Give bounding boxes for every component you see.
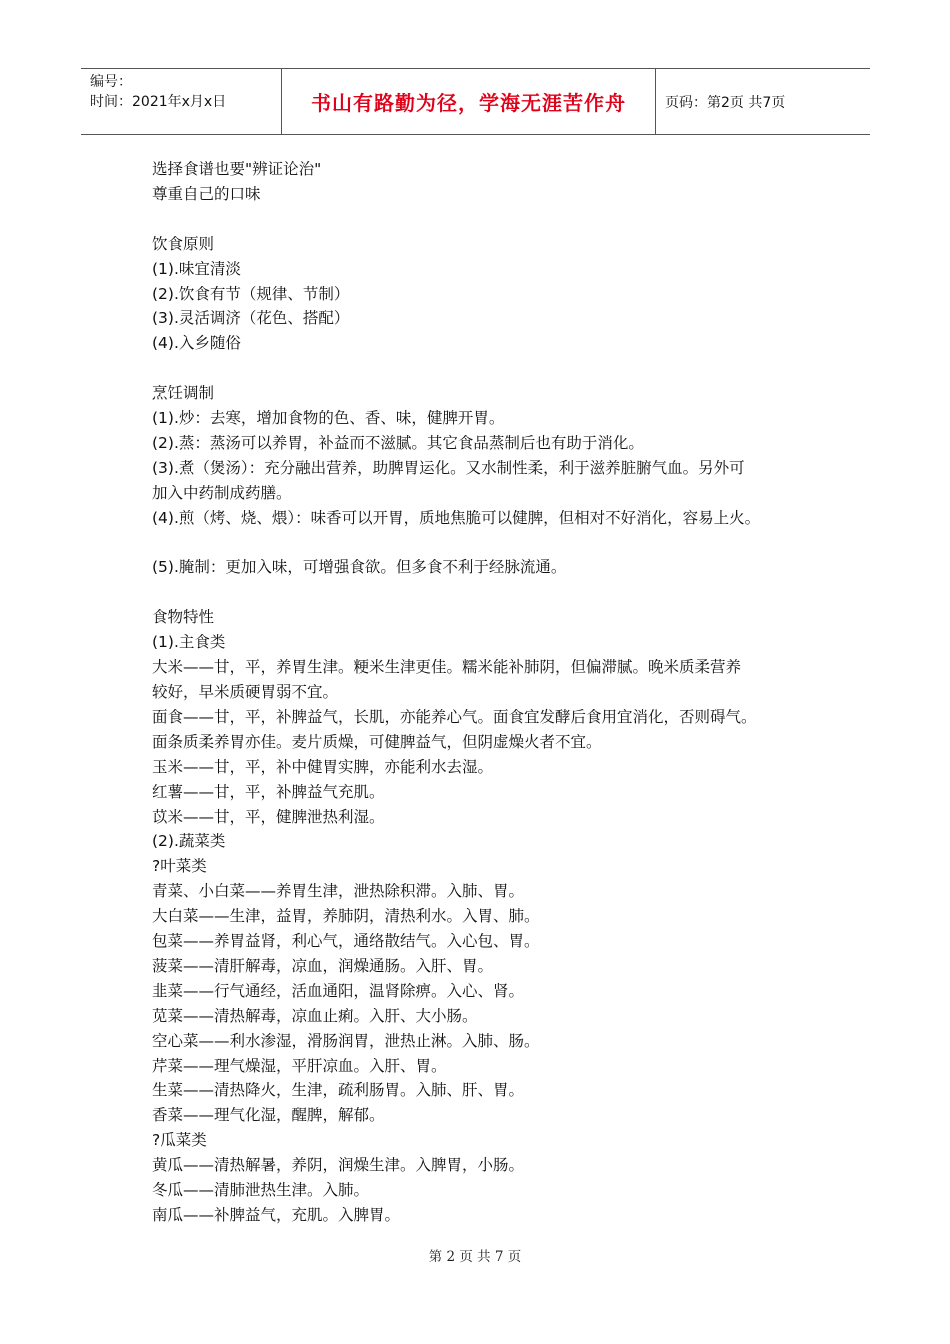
header-meta [81, 69, 282, 134]
text-line: 大米——甘，平，养胃生津。粳米生津更佳。糯米能补肺阴，但偏滞腻。晚米质柔营养 [152, 658, 742, 677]
text-line: 加入中药制成药膳。 [152, 483, 292, 502]
text-line: (1).炒：去寒，增加食物的色、香、味，健脾开胃。 [152, 409, 505, 428]
text-line: (3).煮（煲汤）：充分融出营养，助脾胃运化。又水制性柔，利于滋养脏腑气血。另外可 [152, 458, 745, 477]
header-number-label: 编号： [90, 74, 132, 90]
header-time-label: 时间：2021年x月x日 [90, 94, 227, 110]
text-line: 青菜、小白菜——养胃生津，泄热除积滞。入肺、胃。 [152, 882, 525, 901]
text-line: 烹饪调制 [152, 384, 215, 403]
text-line: 苡米——甘，平，健脾泄热利湿。 [152, 807, 385, 826]
text-line: 饮食原则 [152, 234, 215, 253]
text-line: (4).入乡随俗 [152, 334, 241, 353]
text-line: ?叶菜类 [152, 857, 207, 876]
text-line: 黄瓜——清热解暑，养阴，润燥生津。入脾胃，小肠。 [152, 1156, 525, 1175]
blank-line [152, 580, 812, 605]
text-line: 面条质柔养胃亦佳。麦片质燥，可健脾益气，但阴虚燥火者不宜。 [152, 732, 602, 751]
text-line: 冬瓜——清肺泄热生津。入肺。 [152, 1181, 370, 1200]
text-line: 芹菜——理气燥湿，平肝凉血。入肝、胃。 [152, 1056, 447, 1075]
text-line: 大白菜——生津，益胃，养肺阴，清热利水。入胃、肺。 [152, 907, 540, 926]
text-line: 生菜——清热降火，生津，疏利肠胃。入肺、肝、胃。 [152, 1081, 525, 1100]
text-line: 尊重自己的口味 [152, 184, 261, 203]
header-motto-cell [282, 69, 656, 134]
header-page-info-cell [656, 69, 870, 134]
text-line: 选择食谱也要"辨证论治" [152, 160, 322, 178]
text-line: (2).蔬菜类 [152, 832, 226, 851]
text-line: 红薯——甘，平，补脾益气充肌。 [152, 782, 385, 801]
text-line: (3).灵活调济（花色、搭配） [152, 309, 350, 328]
page-header [81, 68, 870, 135]
text-line: 韭菜——行气通经，活血通阳，温肾除痹。入心、肾。 [152, 981, 525, 1000]
text-line: 包菜——养胃益肾，利心气，通络散结气。入心包、胃。 [152, 932, 540, 951]
text-line: 香菜——理气化湿，醒脾，解郁。 [152, 1106, 385, 1125]
text-line: 空心菜——利水渗湿，滑肠润胃，泄热止淋。入肺、肠。 [152, 1031, 540, 1050]
text-line: (1).味宜清淡 [152, 259, 241, 278]
header-motto: 书山有路勤为径，学海无涯苦作舟 [311, 91, 626, 115]
text-line: 面食——甘，平，补脾益气，长肌，亦能养心气。面食宜发酵后食用宜消化，否则碍气。 [152, 707, 757, 726]
page-footer: 第 2 页 共 7 页 [428, 1249, 522, 1265]
text-line: 食物特性 [152, 608, 215, 627]
text-line: 南瓜——补脾益气，充肌。入脾胃。 [152, 1206, 401, 1224]
text-line: (2).蒸：蒸汤可以养胃，补益而不滋腻。其它食品蒸制后也有助于消化。 [152, 433, 644, 452]
blank-line [152, 356, 812, 381]
text-line: ?瓜菜类 [152, 1131, 207, 1150]
text-line: 较好，早米质硬胃弱不宜。 [152, 682, 339, 701]
text-line: (5).腌制：更加入味，可增强食欲。但多食不利于经脉流通。 [152, 558, 567, 577]
blank-line [152, 531, 812, 556]
text-line: 苋菜——清热解毒，凉血止痢。入肝、大小肠。 [152, 1006, 478, 1025]
header-page-info: 页码：第2页 共7页 [665, 94, 786, 111]
text-line: 玉米——甘，平，补中健胃实脾，亦能利水去湿。 [152, 757, 494, 776]
text-line: (2).饮食有节（规律、节制） [152, 284, 350, 303]
text-line: 菠菜——清肝解毒，凉血，润燥通肠。入肝、胃。 [152, 956, 494, 975]
text-line: (4).煎（烤、烧、煨）：味香可以开胃，质地焦脆可以健脾，但相对不好消化，容易上火。 [152, 508, 761, 527]
document-body [152, 157, 812, 1228]
blank-line [152, 207, 812, 232]
text-line: (1).主食类 [152, 633, 226, 652]
